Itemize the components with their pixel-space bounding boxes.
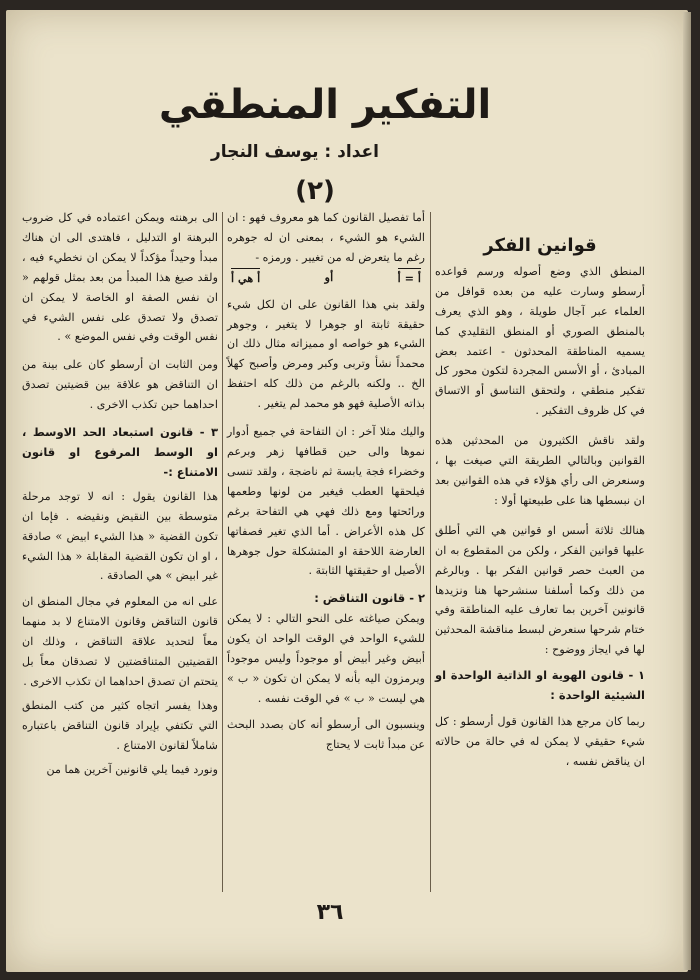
formula-part: أ هي أ — [231, 268, 260, 289]
page-number: ٣٦ — [316, 900, 344, 925]
paragraph: هذا القانون يقول : انه لا توجد مرحلة متوسطة بين النقيض ونقيضه . فإما ان تكون القضية « هذا الشيء ابيض » صادقة ، او ان تكون القضية المقابلة « هذا الشيء غير ابيض » هي الصادقة . — [22, 489, 218, 583]
middle-column — [227, 208, 425, 755]
paragraph: المنطق الذي وضع أصوله ورسم قواعده أرسطو وسارت عليه من بعده قوافل من العلماء عبر آجال طويلة ، وهو الذي يعرف بالمنطق الصوري أو المنطق التقليدي كما يسميه المناطقة المحدثون - اعتمد بعض المبادئ ، أو الأسس المجردة لتكون محور كل تفكير منطقي ، ولتحقق التناسق أو الاتساق في كل ظروف التفكير . — [435, 264, 645, 418]
part-number: (٢) — [295, 176, 335, 206]
paragraph: ولقد ناقش الكثيرون من المحدثين هذه القوانين وبالتالي الطريقة التي صيغت بها ، وسنعرض الى رأي هؤلاء في هذه القوانين بعد ان نبسطها هنا على طبيعتها أولا : — [435, 434, 645, 507]
article-title: التفكير المنطقي — [158, 82, 492, 128]
paragraph: ويمكن صياغته على النحو التالي : لا يمكن للشيء الواحد في الوقت الواحد ان يكون أبيض وغير أبيض أو موجوداً وليس موجوداً ويرمزون اليه بأنه لا يمكن ان تكون « ب » هي ليست « ب » في الوقت نفسه . — [227, 612, 425, 705]
paragraph: ونورد فيما يلي قانونين آخرين هما من — [46, 762, 218, 776]
left-column — [22, 208, 218, 779]
paragraph: ربما كان مرجع هذا القانون قول أرسطو : كل شيء حقيقي لا يمكن له في حالة من حالاته ان يناقض نفسه ، — [435, 714, 645, 768]
paragraph: وهذا يفسر اتجاه كثير من كتب المنطق التي تكتفي بإيراد قانون التناقض باعتباره شاملاً لقانون الامتناع . — [22, 698, 218, 752]
paragraph: هنالك ثلاثة أسس او قوانين هي التي أطلق عليها قوانين الفكر ، ولكن من المقطوع به ان من العبث حصر قوانين الفكر بها . وبالرغم من ذلك وكما أسلفنا سنشرحها هنا ونزيدها قانونين آخرين بما تعارف عليه المناطقة وفي ختام شرحها سنعرض لبسط مناقشة المحدثين لها في ايجاز ووضوح : — [435, 523, 645, 657]
subheading: ٢ - قانون التناقض : — [314, 591, 425, 606]
section-heading: قوانين الفكر — [483, 235, 597, 256]
column-divider-right — [430, 212, 431, 892]
paragraph: الى برهنته ويمكن اعتماده في كل ضروب البرهنة او التدليل ، فاهتدى الى ان هناك مبدأ وحيداً مؤكداً لا يمكن ان نخطيء فيه ، ولقد صيغ هذا المبدأ من بعد بمثل قولهم « ان نفس الصفة او الخاصة لا يمكن ان تصدق ولا تصدق على نفس الشيء في نفس الوقت وفي نفس الموضع » . — [22, 211, 218, 344]
paragraph: على انه من المعلوم في مجال المنطق ان قانون التناقض وقانون الامتناع لا بد منهما معاً لتحديد علاقة التناقض ، وذلك ان القضيتين المتناقضتين لا تصدقان معاً بل يتحتم ان تصدق احداهما ان تكذب الاخرى . — [22, 595, 218, 688]
right-column — [435, 208, 645, 772]
column-divider-left — [222, 212, 223, 892]
paragraph: ومن الثابت ان أرسطو كان على بينة من ان التناقض هو علاقة بين قضيتين تصدق احداهما حين تكذب الاخرى . — [22, 358, 218, 412]
paragraph: واليك مثلا آخر : ان التفاحة في جميع أدوار نموها والى حين قطافها زهر وبرعم وخضراء فجة يابسة ثم ناضجة ، ولقد تنسى فيلحقها العطب فيغير من لونها وطعمها ورائحتها ومع ذلك فهي هي التفاحة برغم كل هذه الأعراض . أما الذي تغير فصفاتها العارضة اللاحقة او المتشكلة حول جوهرها الأصيل او حقيقتها الثابتة . — [227, 425, 425, 578]
formula-part: أ = أ — [398, 268, 421, 289]
paragraph: أما تفصيل القانون كما هو معروف فهو : ان الشيء هو الشيء ، بمعنى ان له جوهره رغم ما يتعرض له من تغيير . ورمزه - — [227, 211, 425, 264]
formula-part: أو — [324, 269, 334, 284]
subheading: ٣ - قانون استبعاد الحد الاوسط ، او الوسط المرفوع او قانون الامتناع :- — [22, 425, 218, 479]
subheading: ١ - قانون الهوية او الذاتية الواحدة او الشيئية الواحدة : — [435, 668, 645, 703]
identity-formula — [227, 268, 425, 289]
author-byline: اعداد : يوسف النجار — [211, 142, 379, 162]
page-edge — [683, 12, 691, 970]
paragraph: ولقد بني هذا القانون على ان لكل شيء حقيقة ثابتة او جوهرا لا يتغير ، وجوهر الشيء هو خواصه او مميزاته مثال ذلك ان محمداً نشأ وتربى وكبر ومرض وأصبح كهلاً الخ .. ولكنه بالرغم من ذلك كله احتفظ بذاته الأصلية فهو هو محمد لم يتغير . — [227, 297, 425, 411]
paragraph: وينسبون الى أرسطو أنه كان بصدد البحث عن مبدأ ثابت لا يحتاج — [227, 717, 425, 751]
